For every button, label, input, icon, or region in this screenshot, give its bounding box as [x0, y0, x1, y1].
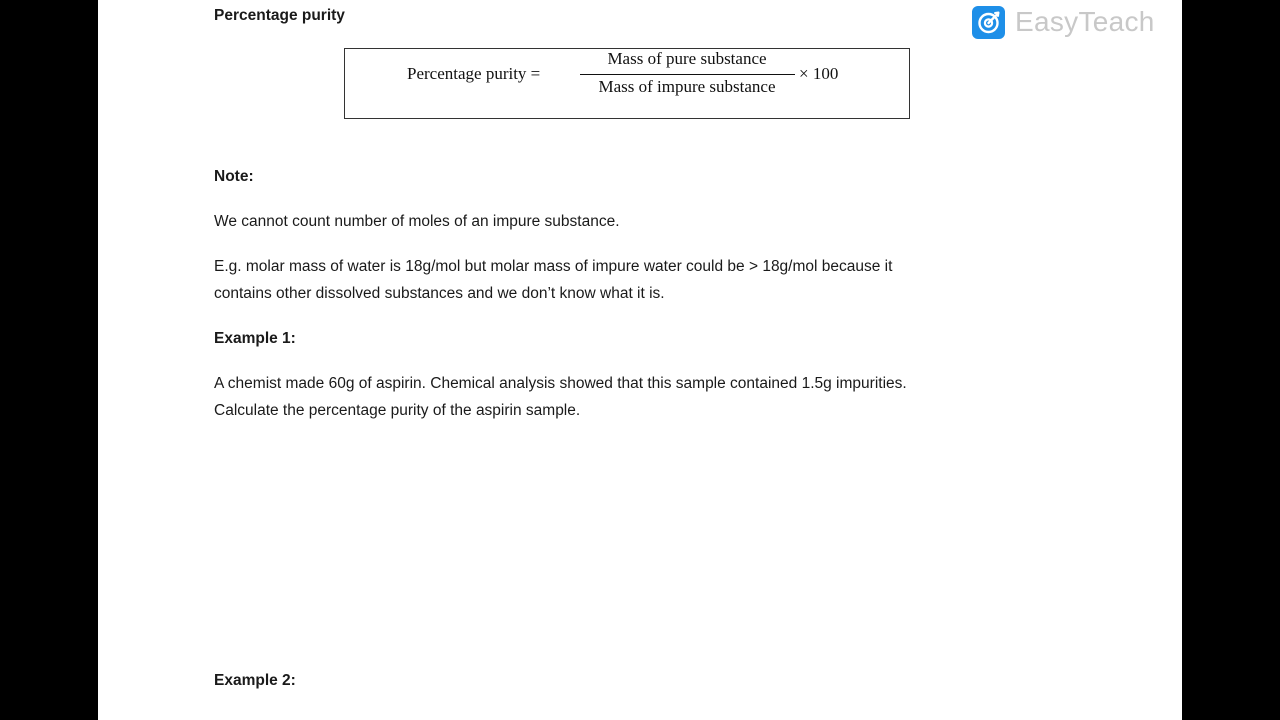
formula-lhs: Percentage purity =: [407, 64, 541, 83]
note-line-1: We cannot count number of moles of an impure substance.: [214, 213, 620, 230]
section-heading: Percentage purity: [214, 7, 345, 24]
example-1-label: Example 1:: [214, 330, 296, 347]
percentage-purity-formula: [345, 49, 909, 118]
formula-numerator: Mass of pure substance: [607, 49, 767, 68]
formula-multiplier: × 100: [799, 64, 839, 83]
easyteach-logo: [972, 5, 1155, 39]
fraction-bar: [580, 74, 795, 75]
note-label: Note:: [214, 168, 254, 185]
formula-denominator: Mass of impure substance: [598, 77, 776, 96]
example-2-label: Example 2:: [214, 672, 296, 689]
formula-box: [344, 48, 910, 119]
easyteach-logo-icon: [972, 6, 1005, 39]
note-line-2b: contains other dissolved substances and we don’t know what it is.: [214, 285, 665, 302]
target-check-icon: [972, 6, 1005, 39]
example-1-line-1: A chemist made 60g of aspirin. Chemical analysis showed that this sample contained 1.5g impurities.: [214, 375, 907, 392]
note-line-2a: E.g. molar mass of water is 18g/mol but molar mass of impure water could be > 18g/mol because it: [214, 258, 893, 275]
example-1-line-2: Calculate the percentage purity of the aspirin sample.: [214, 402, 581, 419]
logo-text: EasyTeach: [1015, 6, 1155, 37]
document-page: [98, 0, 1182, 720]
